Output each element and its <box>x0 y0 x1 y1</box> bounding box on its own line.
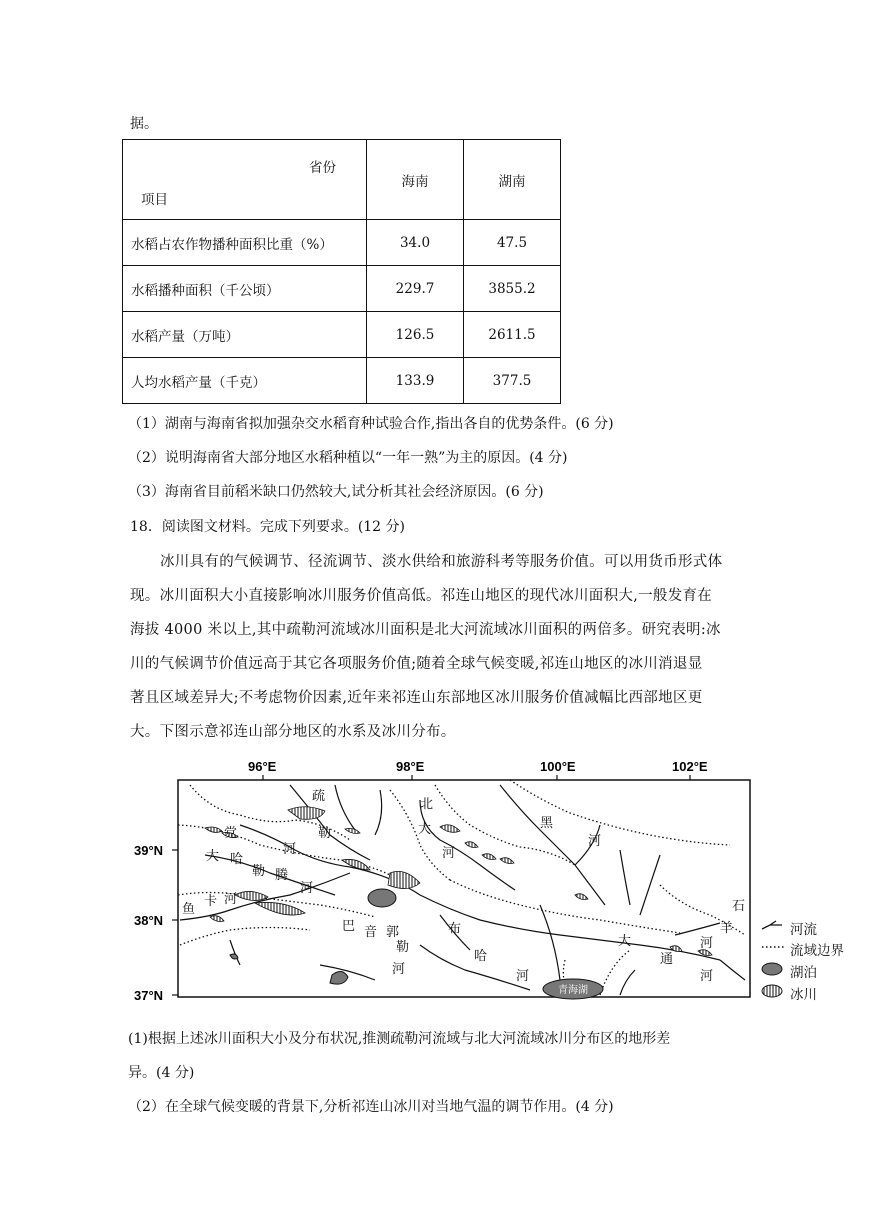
legend-river-icon <box>760 919 784 933</box>
cell-hainan: 126.5 <box>367 312 464 358</box>
lat-label: 39°N <box>134 843 164 858</box>
place-char: 河 <box>392 962 406 977</box>
table-row <box>123 358 561 404</box>
header-hainan: 海南 <box>367 140 464 220</box>
row-label: 水稻产量（万吨） <box>123 312 367 358</box>
q18-para-line: 海拔 4000 米以上,其中疏勒河流域冰川面积是北大河流域冰川面积的两倍多。研究表明:冰 <box>130 622 721 638</box>
rice-data-table <box>122 139 561 404</box>
table-row <box>123 266 561 312</box>
lon-label: 102°E <box>672 759 708 774</box>
place-char: 大 <box>206 849 220 864</box>
place-char: 大 <box>418 822 432 837</box>
row-label: 水稻占农作物播种面积比重（%） <box>123 220 367 266</box>
place-char: 疏 <box>312 789 326 804</box>
place-char: 河 <box>283 842 297 857</box>
legend-boundary: 流域边界 <box>790 943 844 959</box>
legend-river: 河流 <box>790 922 817 938</box>
place-char: 河 <box>700 936 714 951</box>
table-header-row <box>123 140 561 220</box>
q18-title: 18．阅读图文材料。完成下列要求。(12 分) <box>130 519 406 535</box>
lon-label: 96°E <box>248 759 277 774</box>
place-char: 哈 <box>474 949 488 964</box>
cell-hainan: 229.7 <box>367 266 464 312</box>
place-char: 黑 <box>540 816 554 831</box>
place-char: 河 <box>588 834 602 849</box>
place-char: 河 <box>442 846 456 861</box>
place-char: 河 <box>516 969 530 984</box>
place-char: 哈 <box>230 852 244 867</box>
q18-question1-line1: (1)根据上述冰川面积大小及分布状况,推测疏勒河流域与北大河流域冰川分布区的地形差 <box>128 1031 671 1047</box>
header-province: 省份 <box>309 160 336 176</box>
q18-para-line: 现。冰川面积大小直接影响冰川服务价值高低。祁连山地区的现代冰川面积大,一般发育在 <box>130 588 713 604</box>
q18-question1-line2: 异。(4 分) <box>128 1065 195 1081</box>
q18-para-line: 大。下图示意祁连山部分地区的水系及冰川分布。 <box>130 724 456 740</box>
header-hunan: 湖南 <box>464 140 561 220</box>
intro-tail: 据。 <box>130 116 158 132</box>
place-char: 音 <box>364 925 378 940</box>
place-char: 腾 <box>275 868 289 883</box>
cell-hunan: 47.5 <box>464 220 561 266</box>
lat-label: 37°N <box>134 988 164 1003</box>
place-char: 河 <box>700 969 714 984</box>
lake-qinghai-label: 青海湖 <box>558 985 588 996</box>
table-row <box>123 220 561 266</box>
legend-boundary-icon <box>760 941 786 953</box>
lon-label: 98°E <box>396 759 425 774</box>
legend-glacier-icon <box>760 984 786 998</box>
place-char: 布 <box>448 922 462 937</box>
legend-lake: 湖泊 <box>790 965 817 981</box>
place-char: 通 <box>660 952 674 967</box>
cell-hunan: 377.5 <box>464 358 561 404</box>
place-char: 羊 <box>720 921 734 936</box>
cell-hunan: 2611.5 <box>464 312 561 358</box>
header-item: 项目 <box>141 192 168 208</box>
place-char: 河 <box>224 892 238 907</box>
place-char: 大 <box>618 934 632 949</box>
lat-label: 38°N <box>134 913 164 928</box>
cell-hainan: 133.9 <box>367 358 464 404</box>
row-label: 人均水稻产量（千克） <box>123 358 367 404</box>
lake <box>368 889 396 907</box>
q18-para-line: 冰川具有的气候调节、径流调节、淡水供给和旅游科考等服务价值。可以用货币形式体 <box>160 554 723 570</box>
place-char: 勒 <box>252 864 266 879</box>
q17-part1: （1）湖南与海南省拟加强杂交水稻育种试验合作,指出各自的优势条件。(6 分) <box>128 416 614 432</box>
place-char: 勒 <box>396 940 410 955</box>
q18-para-line: 川的气候调节价值远高于其它各项服务价值;随着全球气候变暖,祁连山地区的冰川消退显 <box>130 656 703 672</box>
legend-lake-icon <box>760 962 786 976</box>
cell-hunan: 3855.2 <box>464 266 561 312</box>
place-char: 卡 <box>204 894 218 909</box>
q18-question2: （2）在全球气候变暖的背景下,分析祁连山冰川对当地气温的调节作用。(4 分) <box>128 1099 614 1115</box>
row-label: 水稻播种面积（千公顷） <box>123 266 367 312</box>
place-char: 勒 <box>318 826 332 841</box>
table-row <box>123 312 561 358</box>
place-char: 河 <box>300 881 314 896</box>
place-char: 鱼 <box>182 902 196 917</box>
qilian-map <box>120 755 760 1005</box>
legend-glacier: 冰川 <box>790 987 817 1003</box>
place-char: 石 <box>732 899 746 914</box>
place-char: 郭 <box>386 925 400 940</box>
cell-hainan: 34.0 <box>367 220 464 266</box>
place-char: 北 <box>420 797 434 812</box>
header-diagonal-cell <box>123 140 367 220</box>
lon-label: 100°E <box>540 759 576 774</box>
q17-part2: （2）说明海南省大部分地区水稻种植以“一年一熟”为主的原因。(4 分) <box>128 450 568 466</box>
q17-part3: （3）海南省目前稻米缺口仍然较大,试分析其社会经济原因。(6 分) <box>128 484 544 500</box>
place-char: 巴 <box>342 919 356 934</box>
place-char: 党 <box>224 826 238 841</box>
q18-para-line: 著且区域差异大;不考虑物价因素,近年来祁连山东部地区冰川服务价值减幅比西部地区更 <box>130 690 703 706</box>
